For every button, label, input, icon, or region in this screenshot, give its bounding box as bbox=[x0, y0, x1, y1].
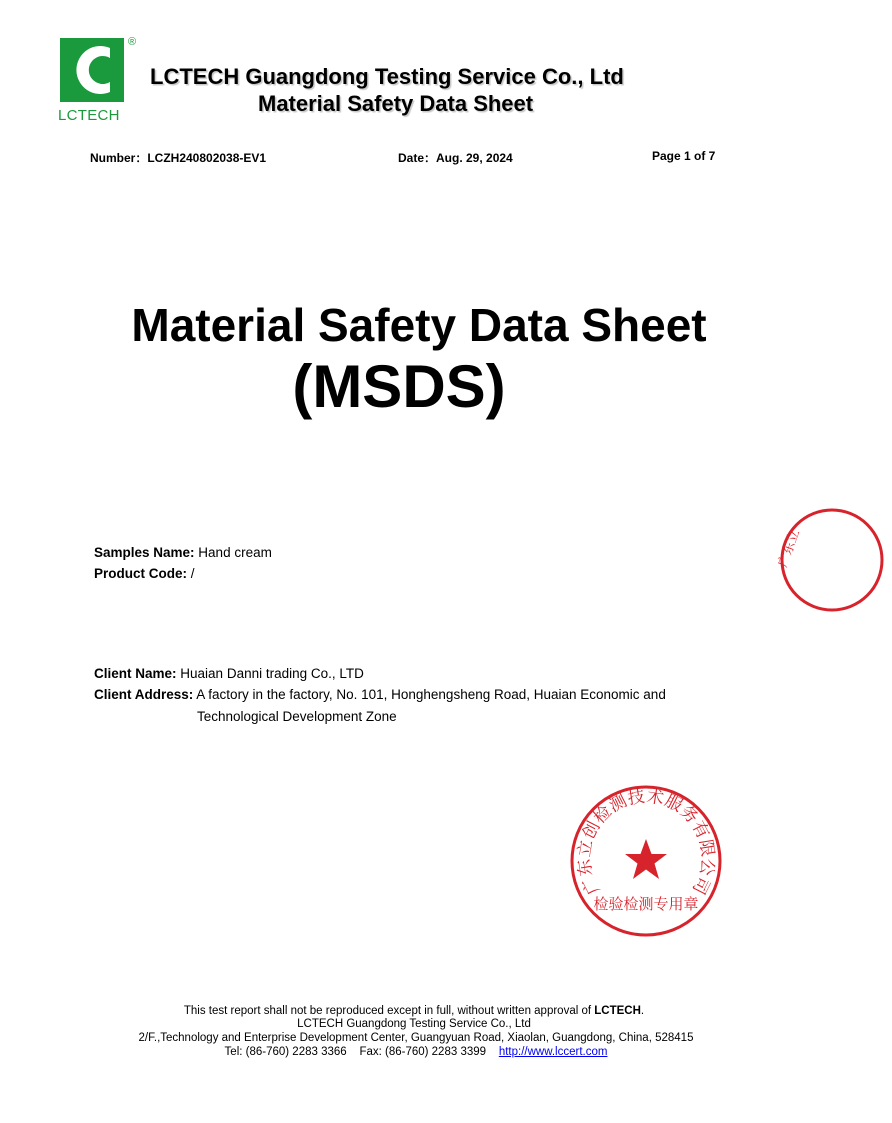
seal-inner-text: 检验检测专用章 bbox=[593, 895, 699, 913]
client-name-field bbox=[94, 666, 364, 681]
report-number: Number：LCZH240802038-EV1 bbox=[90, 151, 267, 165]
page-indicator: Page 1 of 7 bbox=[652, 149, 716, 163]
document-subtitle: Material Safety Data Sheet bbox=[258, 91, 534, 116]
svg-text:广东立: 广东立 bbox=[775, 527, 804, 570]
client-address-field bbox=[94, 687, 666, 702]
main-acronym: (MSDS) bbox=[292, 353, 506, 420]
edge-seal bbox=[772, 508, 816, 612]
samples-name-field bbox=[94, 545, 272, 560]
footer-disclaimer bbox=[0, 1005, 833, 1017]
main-title: Material Safety Data Sheet bbox=[131, 299, 707, 351]
client-name-label: Client Name: bbox=[94, 666, 177, 681]
footer-disclaimer-suffix: . bbox=[640, 1005, 645, 1017]
product-code-label: Product Code: bbox=[94, 566, 187, 581]
footer-address: 2/F.,Technology and Enterprise Development Center, Guangyuan Road, Xiaolan, Guangdong, China, 528415 bbox=[138, 1032, 694, 1044]
client-address-label: Client Address: bbox=[94, 687, 194, 702]
seal-outer-text: 广东立创检测技术服务有限公司 bbox=[574, 786, 718, 898]
client-address-line1: A factory in the factory, No. 101, Honghengsheng Road, Huaian Economic and bbox=[193, 687, 666, 702]
footer-disclaimer-text: This test report shall not be reproduced except in full, without written approval of bbox=[183, 1005, 595, 1017]
footer-company: LCTECH Guangdong Testing Service Co., Ltd bbox=[297, 1018, 531, 1030]
edge-seal-icon bbox=[772, 508, 892, 612]
samples-name-label: Samples Name: bbox=[94, 545, 195, 560]
company-title: LCTECH Guangdong Testing Service Co., Ltd bbox=[150, 64, 624, 89]
client-address-line2: Technological Development Zone bbox=[197, 709, 397, 724]
logo-text: LCTECH bbox=[58, 107, 120, 124]
product-code-value: / bbox=[187, 566, 195, 581]
lctech-logo-icon bbox=[60, 38, 126, 104]
samples-name-value: Hand cream bbox=[194, 545, 272, 560]
website-link[interactable]: http://www.lccert.com bbox=[498, 1046, 608, 1058]
seal-icon bbox=[568, 783, 724, 939]
registered-mark: ® bbox=[128, 36, 137, 48]
footer-contact bbox=[0, 1046, 835, 1058]
company-logo bbox=[58, 36, 138, 128]
client-name-value: Huaian Danni trading Co., LTD bbox=[176, 666, 364, 681]
official-seal bbox=[568, 783, 724, 939]
footer-phone-fax: Tel: (86-760) 2283 3366 Fax: (86-760) 2283 3399 bbox=[224, 1046, 499, 1058]
product-code-field bbox=[94, 566, 195, 581]
footer-brand: LCTECH bbox=[594, 1005, 641, 1017]
report-date: Date：Aug. 29, 2024 bbox=[398, 151, 513, 165]
